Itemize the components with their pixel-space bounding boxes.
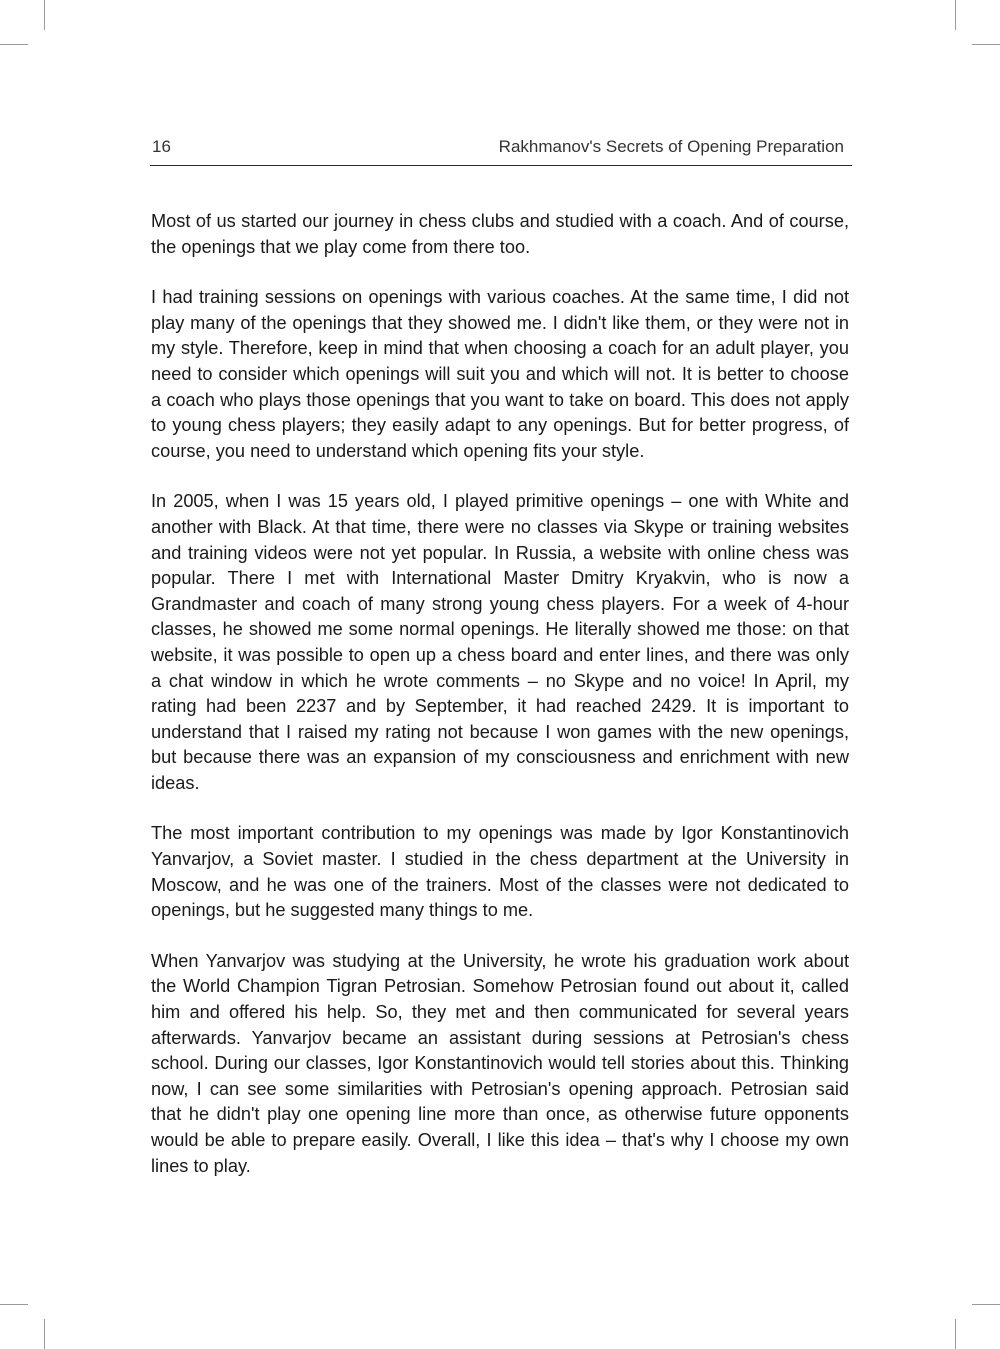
paragraph: The most important contribution to my openings was made by Igor Konstantinovich Yanvarjov, a Soviet master. I studied in the chess department at the University in Moscow, and he was one of the trainers. Most of the classes were not dedicated to openings, but he suggested many things to me. <box>151 823 849 921</box>
paragraph: When Yanvarjov was studying at the University, he wrote his graduation work about the World Champion Tigran Petrosian. Somehow Petrosian found out about it, called him and offered his help. So, they met and then communicated for several years afterwards. Yanvarjov became an assistant during sessions at Petrosian's chess school. During our classes, Igor Konstantinovich would tell stories about this. Thinking now, I can see some similarities with Petrosian's opening approach. Petrosian said that he didn't play one opening line more than once, as otherwise future opponents would be able to prepare easily. Overall, I like this idea – that's why I choose my own lines to play. <box>151 950 849 1176</box>
crop-mark-right-top <box>972 44 1000 45</box>
page-number: 16 <box>152 137 171 156</box>
paragraph: I had training sessions on openings with various coaches. At the same time, I did not play many of the openings that they showed me. I didn't like them, or they were not in my style. Therefore, keep in mind that when choosing a coach for an adult player, you need to consider which openings will suit you and which will not. It is better to choose a coach who plays those openings that you want to take on board. This does not apply to young chess players; they easily adapt to any openings. But for better progress, of course, you need to understand which opening fits your style. <box>151 287 849 461</box>
crop-mark-bottom-left <box>44 1319 45 1349</box>
crop-mark-left-top <box>0 44 28 45</box>
crop-mark-bottom-right <box>955 1319 956 1349</box>
running-title: Rakhmanov's Secrets of Opening Preparation <box>498 137 844 156</box>
paragraph: In 2005, when I was 15 years old, I played primitive openings – one with White and another with Black. At that time, there were no classes via Skype or training websites and training videos were not yet popular. In Russia, a website with online chess was popular. There I met with International Master Dmitry Kryakvin, who is now a Grandmaster and coach of many strong young chess players. For a week of 4-hour classes, he showed me some normal openings. He literally showed me those: on that website, it was possible to open up a chess board and enter lines, and there was only a chat window in which he wrote comments – no Skype and no voice! In April, my rating had been 2237 and by September, it had reached 2429. It is important to understand that I raised my rating not because I won games with the new openings, but because there was an expansion of my consciousness and enrichment with new ideas. <box>151 491 849 793</box>
running-header <box>150 135 852 166</box>
crop-mark-right-bottom <box>972 1304 1000 1305</box>
paragraph: Most of us started our journey in chess clubs and studied with a coach. And of course, the openings that we play come from there too. <box>151 211 849 257</box>
crop-mark-left-bottom <box>0 1304 28 1305</box>
crop-mark-top-right <box>955 0 956 30</box>
crop-mark-top-left <box>44 0 45 30</box>
body-text <box>151 209 849 1204</box>
